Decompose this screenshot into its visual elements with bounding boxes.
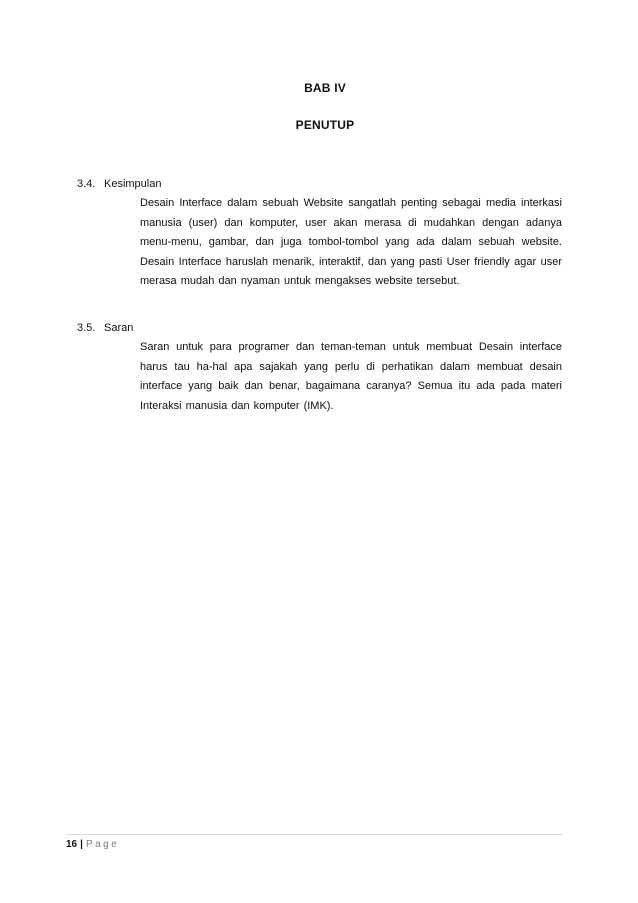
page-footer <box>66 838 119 852</box>
footer-separator: | <box>80 839 83 850</box>
page-label: Page <box>85 839 120 850</box>
section-paragraph: Saran untuk para programer dan teman-teman untuk membuat Desain interface harus tau ha-hal apa sajakah yang perlu di perhatikan dalam membuat desain interface yang baik dan benar, bagaimana caranya? Semua itu ada pada materi Interaksi manusia dan komputer (IMK). <box>140 341 562 412</box>
section-saran <box>77 320 563 416</box>
section-number: 3.5. <box>77 322 96 334</box>
section-paragraph: Desain Interface dalam sebuah Website sangatlah penting sebagai media interkasi manusia (user) dan komputer, user akan merasa di mudahkan dengan adanya menu-menu, gambar, dan juga tombol-tombol yang ada dalam sebuah website. Desain Interface haruslah menarik, interaktif, dan yang pasti User friendly agar user merasa mudah dan nyaman untuk mengakses website tersebut. <box>140 197 562 288</box>
page-number: 16 <box>66 839 78 850</box>
section-heading <box>77 320 563 336</box>
footer-divider <box>66 834 563 835</box>
section-title: Saran <box>104 322 134 334</box>
chapter-number: BAB IV <box>304 81 346 95</box>
section-title: Kesimpulan <box>104 178 162 190</box>
section-heading <box>77 176 563 192</box>
section-kesimpulan <box>77 176 563 292</box>
chapter-title: PENUTUP <box>295 118 355 132</box>
section-number: 3.4. <box>77 178 96 190</box>
